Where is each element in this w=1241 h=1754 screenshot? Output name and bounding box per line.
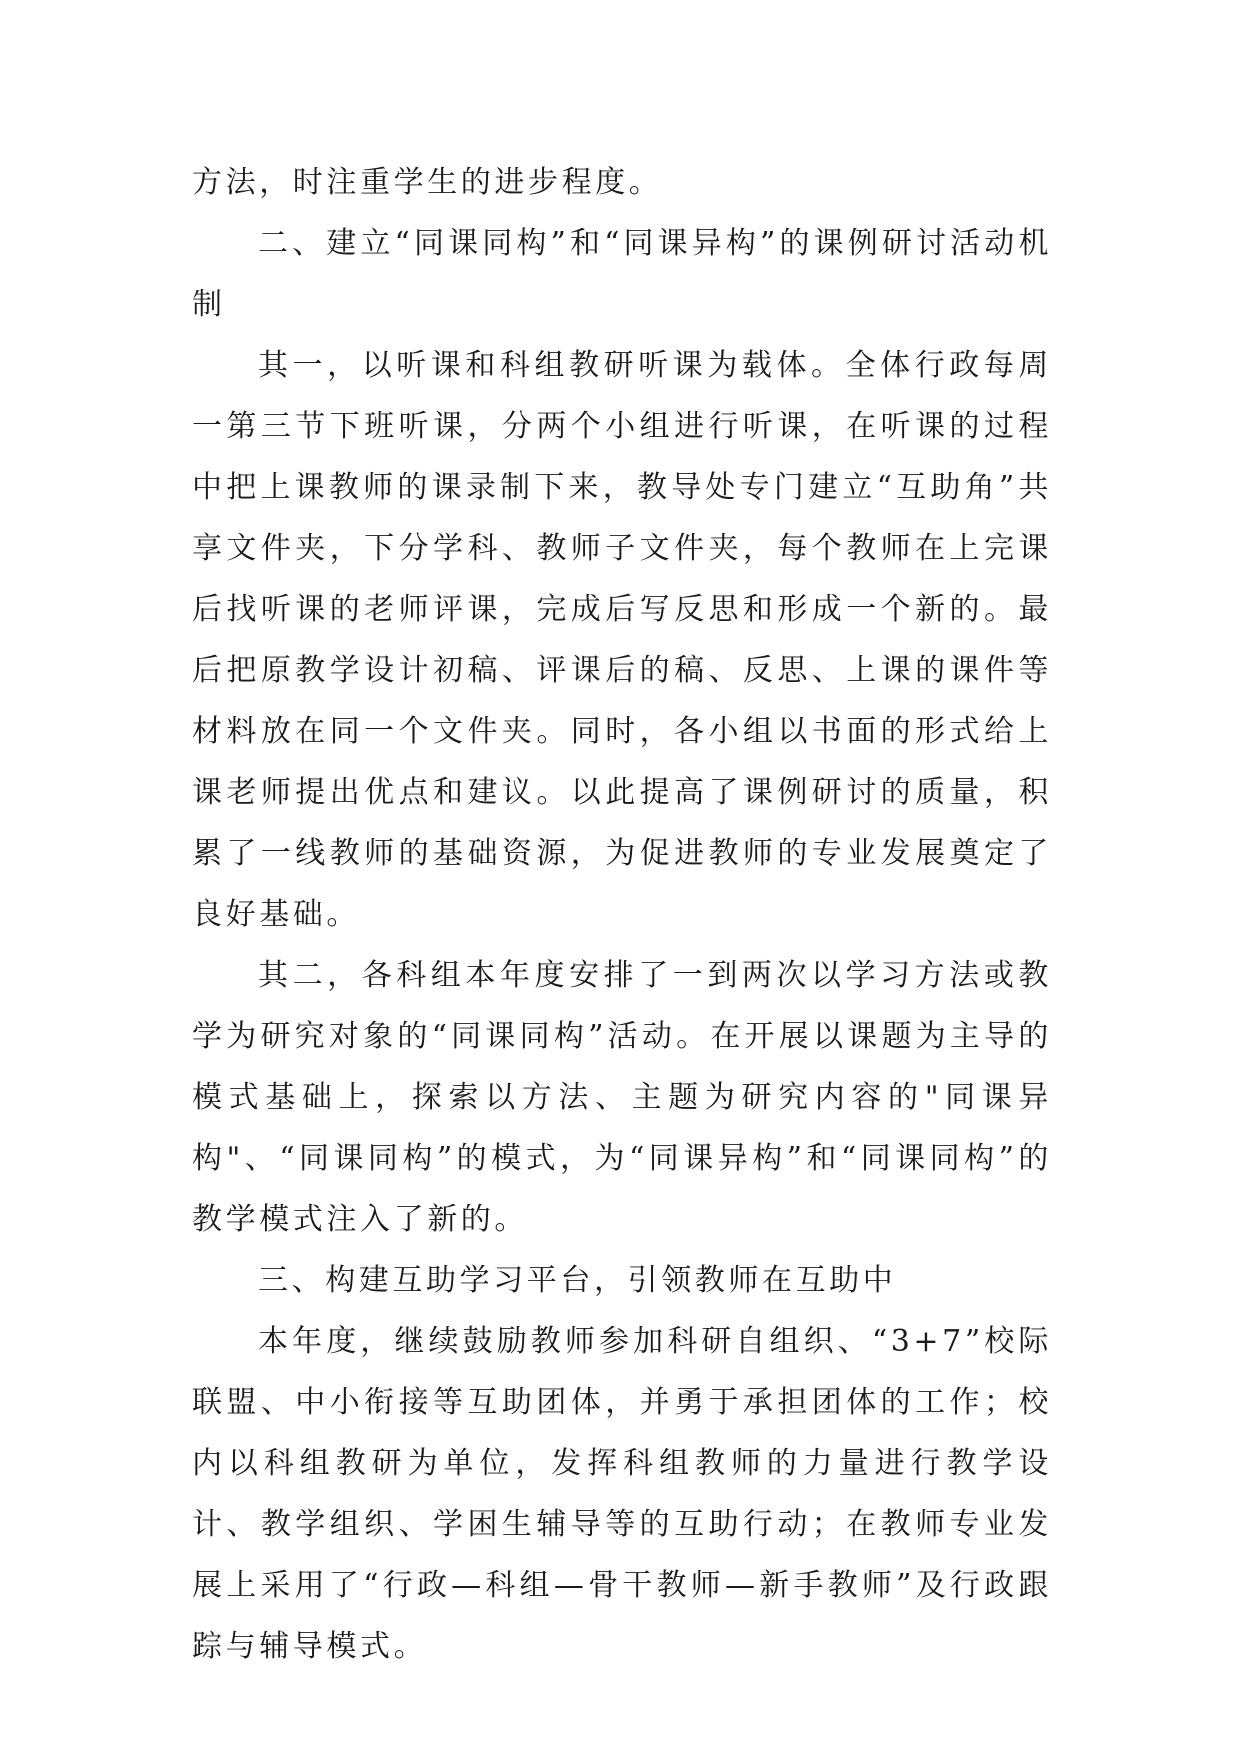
paragraph-point-2: 其二，各科组本年度安排了一到两次以学习方法或教学为研究对象的“同课同构”活动。在开展以课题为主导的模式基础上，探索以方法、主题为研究内容的"同课异构"、“同课同构”的模式，为“同课异构”和“同课同构”的教学模式注入了新的。 xyxy=(192,958,1052,1237)
paragraph-section-3-body: 本年度，继续鼓励教师参加科研自组织、“3+7”校际联盟、中小衔接等互助团体，并勇于承担团体的工作；校内以科组教研为单位，发挥科组教师的力量进行教学设计、教学组织、学困生辅导等的互助行动；在教师专业发展上采用了“行政—科组—骨干教师—新手教师”及行政跟踪与辅导模式。 xyxy=(192,1324,1052,1664)
section-heading-2: 二、建立“同课同构”和“同课异构”的课例研讨活动机制 xyxy=(192,226,1052,322)
paragraph-point-1: 其一，以听课和科组教研听课为载体。全体行政每周一第三节下班听课，分两个小组进行听课，在听课的过程中把上课教师的课录制下来，教导处专门建立“互助角”共享文件夹，下分学科、教师子文件夹，每个教师在上完课后找听课的老师评课，完成后写反思和形成一个新的。最后把原教学设计初稿、评课后的稿、反思、上课的课件等材料放在同一个文件夹。同时，各小组以书面的形式给上课老师提出优点和建议。以此提高了课例研讨的质量，积累了一线教师的基础资源，为促进教师的专业发展奠定了良好基础。 xyxy=(192,348,1052,932)
document-body xyxy=(192,152,1052,1677)
paragraph-continuation: 方法，时注重学生的进步程度。 xyxy=(192,165,663,200)
section-heading-3: 三、构建互助学习平台，引领教师在互助中 xyxy=(258,1263,897,1298)
